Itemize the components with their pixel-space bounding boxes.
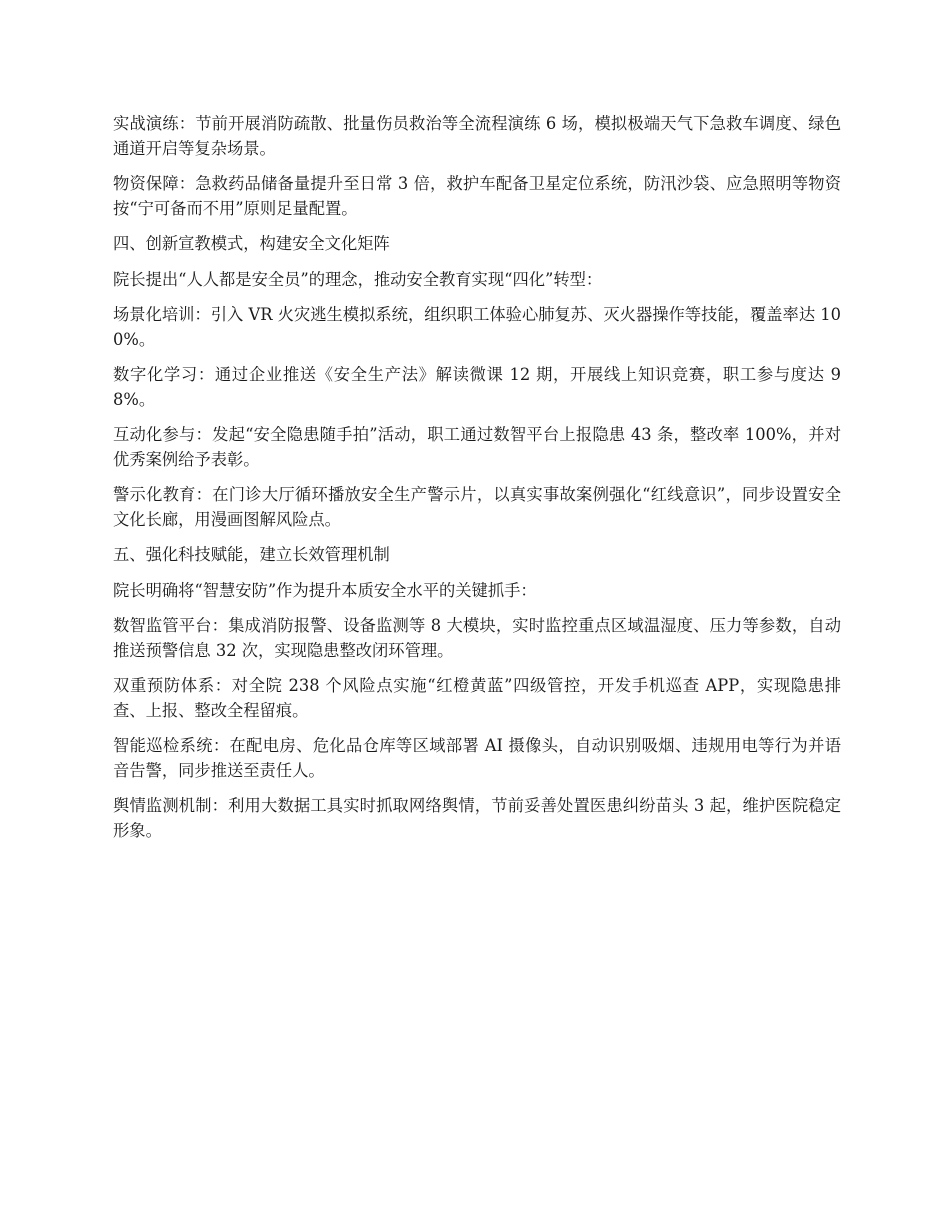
paragraph-monitoring-platform: 数智监管平台：集成消防报警、设备监测等 8 大模块，实时监控重点区域温湿度、压力等参数，自动推送预警信息 32 次，实现隐患整改闭环管理。	[113, 616, 841, 660]
paragraph-scenario-training: 场景化培训：引入 VR 火灾逃生模拟系统，组织职工体验心肺复苏、灭火器操作等技能，覆盖率达 100%。	[113, 305, 841, 349]
paragraph-warning-education: 警示化教育：在门诊大厅循环播放安全生产警示片，以真实事故案例强化“红线意识”，同步设置安全文化长廊，用漫画图解风险点。	[113, 485, 841, 529]
paragraph-smart-security: 院长明确将“智慧安防”作为提升本质安全水平的关键抓手：	[113, 580, 537, 600]
paragraph-safety-concept: 院长提出“人人都是安全员”的理念，推动安全教育实现“四化”转型：	[113, 269, 603, 289]
section-heading-5: 五、强化科技赋能，建立长效管理机制	[113, 545, 390, 564]
paragraph-digital-learning: 数字化学习：通过企业推送《安全生产法》解读微课 12 期，开展线上知识竞赛，职工参与度达 98%。	[113, 365, 841, 409]
paragraph-drill: 实战演练：节前开展消防疏散、批量伤员救治等全流程演练 6 场，模拟极端天气下急救车调度、绿色通道开启等复杂场景。	[113, 114, 841, 158]
paragraph-interactive-participation: 互动化参与：发起“安全隐患随手拍”活动，职工通过数智平台上报隐患 43 条，整改率 100%，并对优秀案例给予表彰。	[113, 425, 841, 469]
document-body	[113, 112, 841, 854]
paragraph-public-opinion: 舆情监测机制：利用大数据工具实时抓取网络舆情，节前妥善处置医患纠纷苗头 3 起，维护医院稳定形象。	[113, 796, 841, 840]
section-heading-4: 四、创新宣教模式，构建安全文化矩阵	[113, 234, 390, 253]
paragraph-smart-inspection: 智能巡检系统：在配电房、危化品仓库等区域部署 AI 摄像头，自动识别吸烟、违规用电等行为并语音告警，同步推送至责任人。	[113, 736, 841, 780]
paragraph-supplies: 物资保障：急救药品储备量提升至日常 3 倍，救护车配备卫星定位系统，防汛沙袋、应急照明等物资按“宁可备而不用”原则足量配置。	[113, 174, 841, 218]
paragraph-dual-prevention: 双重预防体系：对全院 238 个风险点实施“红橙黄蓝”四级管控，开发手机巡查 APP，实现隐患排查、上报、整改全程留痕。	[113, 676, 841, 720]
